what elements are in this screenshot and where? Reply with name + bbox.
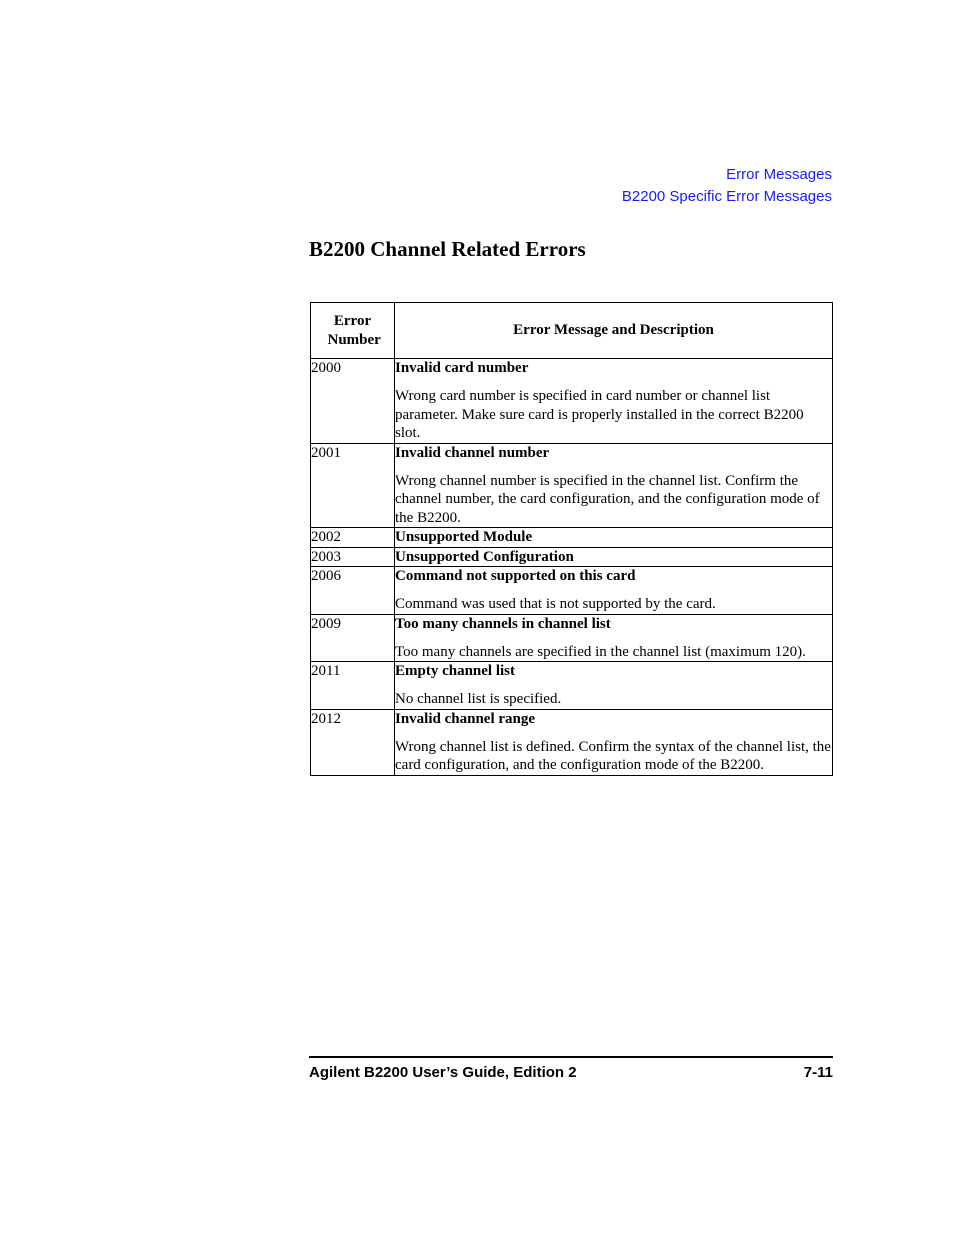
error-message-description: Command was used that is not supported by the card. xyxy=(395,596,716,612)
error-description-cell xyxy=(395,443,833,528)
error-number-cell: 2003 xyxy=(311,547,395,567)
error-message-title: Invalid channel number xyxy=(395,444,550,461)
table-row xyxy=(311,662,833,710)
error-message-title: Command not supported on this card xyxy=(395,568,636,584)
error-number-cell: 2012 xyxy=(311,709,395,775)
table-row xyxy=(311,359,833,444)
footer-page-number: 7-11 xyxy=(803,1064,833,1081)
table-header-row xyxy=(311,303,833,359)
error-description-cell xyxy=(395,662,833,710)
error-number-cell: 2011 xyxy=(311,662,395,710)
error-number-cell: 2009 xyxy=(311,614,395,662)
table-row xyxy=(311,709,833,775)
error-message-description: Wrong channel number is specified in the channel list. Confirm the channel number, the card configuration, and the configuration mode of the B2200. xyxy=(395,472,820,526)
table-row xyxy=(311,547,833,567)
error-message-title: Too many channels in channel list xyxy=(395,615,611,632)
error-description-cell xyxy=(395,547,833,567)
table-body xyxy=(311,359,833,776)
error-number-cell: 2000 xyxy=(311,359,395,444)
error-number-cell: 2002 xyxy=(311,528,395,548)
running-header xyxy=(622,164,832,208)
footer-rule xyxy=(309,1056,833,1058)
error-description-cell xyxy=(395,614,833,662)
header-link-error-messages[interactable]: Error Messages xyxy=(726,166,832,183)
error-message-description: Wrong channel list is defined. Confirm the syntax of the channel list, the card configuration, and the configuration mode of the B2200. xyxy=(395,738,831,773)
error-description-cell xyxy=(395,359,833,444)
footer-guide-title: Agilent B2200 User’s Guide, Edition 2 xyxy=(309,1064,577,1081)
error-message-title: Invalid card number xyxy=(395,360,529,376)
error-number-cell: 2001 xyxy=(311,443,395,528)
error-message-title: Invalid channel range xyxy=(395,710,536,727)
error-message-description: Wrong card number is specified in card number or channel list parameter. Make sure card is properly installed in the correct B2200 slot. xyxy=(395,388,804,441)
table-row xyxy=(311,614,833,662)
table-row xyxy=(311,443,833,528)
error-table xyxy=(310,302,833,776)
section-title: B2200 Channel Related Errors xyxy=(309,237,586,261)
error-description-cell xyxy=(395,528,833,548)
header-link-b2200-specific-errors[interactable]: B2200 Specific Error Messages xyxy=(621,188,832,205)
table-row xyxy=(311,528,833,548)
error-message-title: Empty channel list xyxy=(395,663,516,679)
error-description-cell xyxy=(395,567,833,615)
error-message-description: Too many channels are specified in the channel list (maximum 120). xyxy=(395,643,806,660)
column-header-error-number: Error Number xyxy=(311,303,395,359)
error-message-title: Unsupported Configuration xyxy=(395,548,574,565)
error-message-description: No channel list is specified. xyxy=(395,691,562,707)
error-message-title: Unsupported Module xyxy=(395,529,533,545)
error-description-cell xyxy=(395,709,833,775)
table-row xyxy=(311,567,833,615)
column-header-description: Error Message and Description xyxy=(395,303,833,359)
error-number-cell: 2006 xyxy=(311,567,395,615)
